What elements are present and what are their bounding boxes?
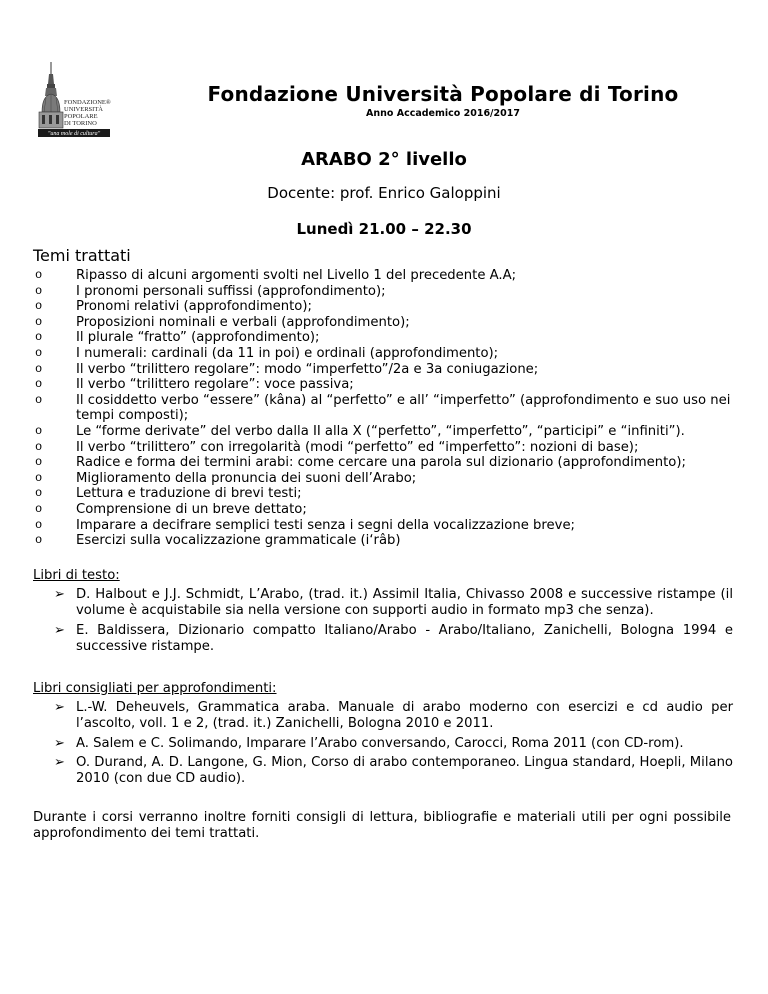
- topic-item-text: Il cosiddetto verbo “essere” (kâna) al “perfetto” e all’ “imperfetto” (approfondimento e suo uso nei tempi composti);: [76, 392, 731, 424]
- topic-item: [33, 455, 733, 471]
- circle-bullet-icon: o: [35, 486, 43, 501]
- logo-line-1: FONDAZIONE®: [64, 99, 111, 106]
- recommended-book-item: [33, 755, 733, 787]
- circle-bullet-icon: o: [35, 517, 43, 532]
- mole-antonelliana-logo-icon: [36, 60, 136, 138]
- circle-bullet-icon: o: [35, 501, 43, 516]
- arrow-bullet-icon: ➢: [54, 754, 65, 770]
- topic-item-text: Il verbo “trilittero regolare”: modo “imperfetto”/2a e 3a coniugazione;: [76, 361, 539, 377]
- topic-item-text: Comprensione di un breve dettato;: [76, 501, 307, 517]
- topic-item-text: Ripasso di alcuni argomenti svolti nel Livello 1 del precedente A.A;: [76, 268, 517, 283]
- closing-note: Durante i corsi verranno inoltre forniti consigli di lettura, bibliografie e materiali utili per ogni possibile approfondimento dei temi trattati.: [33, 810, 731, 842]
- circle-bullet-icon: o: [35, 423, 43, 438]
- academic-year: Anno Accademico 2016/2017: [366, 108, 520, 119]
- circle-bullet-icon: o: [35, 455, 43, 470]
- topics-heading: Temi trattati: [33, 246, 131, 265]
- course-title: ARABO 2° livello: [301, 149, 467, 170]
- topic-item-text: Esercizi sulla vocalizzazione grammaticale (i‘râb): [76, 533, 401, 549]
- topic-item: [33, 502, 733, 518]
- topic-item: [33, 377, 733, 393]
- topic-item-text: Lettura e traduzione di brevi testi;: [76, 486, 302, 502]
- textbook-item-text: E. Baldissera, Dizionario compatto Italiano/Arabo - Arabo/Italiano, Zanichelli, Bologna 1994 e successive ristampe.: [76, 622, 733, 654]
- circle-bullet-icon: o: [35, 533, 43, 548]
- recommended-book-item-text: A. Salem e C. Solimando, Imparare l’Arabo conversando, Carocci, Roma 2011 (con CD-rom).: [76, 735, 684, 751]
- logo-line-4: DI TORINO: [64, 120, 97, 127]
- topics-list: [33, 268, 733, 549]
- circle-bullet-icon: o: [35, 299, 43, 314]
- topic-item: [33, 471, 733, 487]
- topic-item: [33, 393, 733, 424]
- topic-item-text: Imparare a decifrare semplici testi senza i segni della vocalizzazione breve;: [76, 517, 575, 533]
- course-schedule: Lunedì 21.00 – 22.30: [296, 220, 472, 238]
- recommended-heading: Libri consigliati per approfondimenti:: [33, 681, 277, 696]
- topic-item-text: I numerali: cardinali (da 11 in poi) e ordinali (approfondimento);: [76, 345, 499, 361]
- course-teacher: Docente: prof. Enrico Galoppini: [267, 184, 501, 202]
- logo-line-2: UNIVERSITÀ: [64, 106, 103, 113]
- circle-bullet-icon: o: [35, 439, 43, 454]
- textbook-item: [33, 623, 733, 655]
- circle-bullet-icon: o: [35, 283, 43, 298]
- circle-bullet-icon: o: [35, 314, 43, 329]
- recommended-book-item-text: L.-W. Deheuvels, Grammatica araba. Manuale di arabo moderno con esercizi e cd audio per l’ascolto, voll. 1 e 2, (trad. it.) Zanichelli, Bologna 2010 e 2011.: [76, 700, 733, 732]
- topic-item-text: Le “forme derivate” del verbo dalla II alla X (“perfetto”, “imperfetto”, “participi” e “infiniti”).: [76, 423, 685, 439]
- topic-item: [33, 518, 733, 534]
- recommended-book-item: [33, 736, 733, 752]
- arrow-bullet-icon: ➢: [54, 700, 65, 716]
- arrow-bullet-icon: ➢: [54, 622, 65, 638]
- topic-item: [33, 440, 733, 456]
- arrow-bullet-icon: ➢: [54, 735, 65, 751]
- topic-item: [33, 315, 733, 331]
- topic-item: [33, 346, 733, 362]
- recommended-book-item: [33, 700, 733, 732]
- recommended-book-item-text: O. Durand, A. D. Langone, G. Mion, Corso di arabo contemporaneo. Lingua standard, Hoepli, Milano 2010 (con due CD audio).: [76, 754, 733, 787]
- textbook-item-text: D. Halbout e J.J. Schmidt, L’Arabo, (trad. it.) Assimil Italia, Chivasso 2008 e successive ristampe (il volume è acquistabile sia nella versione con supporti audio in formato mp3 che senza).: [76, 587, 733, 619]
- recommended-section: [33, 681, 733, 787]
- circle-bullet-icon: o: [35, 361, 43, 376]
- topic-item: [33, 299, 733, 315]
- textbooks-heading: Libri di testo:: [33, 568, 120, 583]
- topic-item: [33, 330, 733, 346]
- recommended-list: [33, 700, 733, 787]
- topic-item-text: Proposizioni nominali e verbali (approfondimento);: [76, 314, 410, 330]
- arrow-bullet-icon: ➢: [54, 587, 65, 603]
- circle-bullet-icon: o: [35, 470, 43, 485]
- logo-motto: "una mole di cultura": [47, 131, 101, 137]
- topic-item-text: Il verbo “trilittero” con irregolarità (modi “perfetto” ed “imperfetto”: nozioni di base);: [76, 439, 639, 455]
- circle-bullet-icon: o: [35, 330, 43, 345]
- topic-item: [33, 284, 733, 300]
- topic-item-text: Il plurale “fratto” (approfondimento);: [76, 330, 320, 346]
- topic-item-text: Miglioramento della pronuncia dei suoni dell’Arabo;: [76, 470, 417, 486]
- circle-bullet-icon: o: [35, 377, 43, 392]
- topic-item: [33, 424, 733, 440]
- logo-line-3: POPOLARE: [64, 113, 98, 120]
- textbook-item: [33, 587, 733, 619]
- textbooks-section: [33, 568, 733, 655]
- topic-item-text: Il verbo “trilittero regolare”: voce passiva;: [76, 377, 354, 393]
- topic-item-text: Pronomi relativi (approfondimento);: [76, 299, 312, 315]
- organization-title: Fondazione Università Popolare di Torino: [207, 82, 679, 106]
- topic-item: [33, 268, 733, 284]
- textbooks-list: [33, 587, 733, 655]
- topic-item-text: I pronomi personali suffissi (approfondimento);: [76, 283, 386, 299]
- circle-bullet-icon: o: [35, 392, 43, 407]
- circle-bullet-icon: o: [35, 345, 43, 360]
- circle-bullet-icon: o: [35, 268, 43, 282]
- topic-item-text: Radice e forma dei termini arabi: come cercare una parola sul dizionario (approfondimento);: [76, 455, 686, 471]
- topic-item: [33, 362, 733, 378]
- topic-item: [33, 533, 733, 549]
- topic-item: [33, 486, 733, 502]
